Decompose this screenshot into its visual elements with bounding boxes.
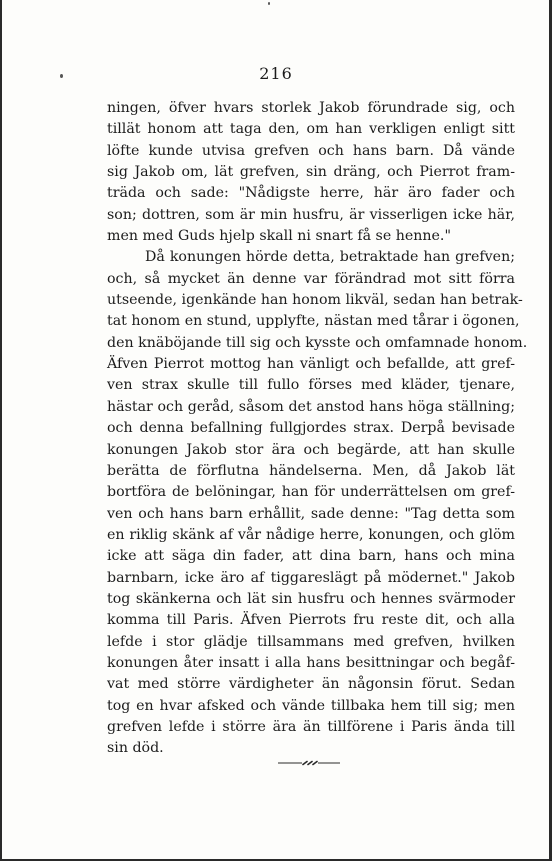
body-text — [107, 98, 528, 760]
text-line: grefven lefde i större ära än tillförene i Paris ända till — [107, 718, 515, 735]
page-edge-left — [0, 0, 2, 861]
text-line: sin död. — [107, 740, 164, 757]
text-line: lefde i stor glädje tillsammans med grefven, hvilken — [107, 633, 515, 650]
text-line: son; dottren, som är min husfru, är visserligen icke här, — [107, 206, 515, 223]
text-line: men med Guds hjelp skall ni snart få se henne." — [107, 228, 451, 245]
text-line: bortföra de belöningar, han för underrättelsen om gref- — [107, 484, 515, 501]
text-line: komma till Paris. Äfven Pierrots fru reste dit, och alla — [107, 612, 515, 629]
text-line: icke att säga din fader, att dina barn, hans och mina — [107, 548, 515, 565]
text-line: hästar och geråd, såsom det anstod hans höga ställning; — [107, 398, 515, 415]
text-line: ven strax skulle till fullo förses med kläder, tjenare, — [107, 377, 515, 394]
text-line: Äfven Pierrot mottog han vänligt och befallde, att gref- — [107, 356, 515, 373]
text-line: och denna befallning fullgjordes strax. Derpå bevisade — [107, 420, 515, 437]
text-line: Då konungen hörde detta, betraktade han grefven; — [145, 249, 515, 266]
text-line: vat med större värdigheter än någonsin förut. Sedan — [107, 676, 515, 693]
text-line: träda och sade: "Nådigste herre, här äro fader och — [107, 185, 515, 202]
text-line: konungen åter insatt i alla hans besittningar och begåf- — [107, 654, 515, 671]
text-line: tog en hvar afsked och vände tillbaka hem till sig; men — [107, 697, 515, 714]
text-line: ningen, öfver hvars storlek Jakob förundrade sig, och — [107, 100, 515, 116]
text-line: utseende, igenkände han honom likväl, sedan han betrak- — [107, 292, 523, 309]
page-number: 216 — [259, 64, 293, 83]
text-line: sig Jakob om, lät grefven, sin dräng, och Pierrot fram- — [107, 164, 515, 181]
text-line: barnbarn, icke äro af tiggareslägt på mödernet." Jakob — [107, 569, 515, 586]
separator-ornament — [278, 760, 340, 766]
text-line: en riklig skänk af vår nådige herre, konungen, och glöm — [107, 526, 515, 543]
text-line: konungen Jakob stor ära och begärde, att han skulle — [107, 441, 515, 458]
text-line: tog skänkerna och lät sin husfru och hennes svärmoder — [107, 590, 515, 607]
text-line: ven och hans barn erhållit, sade denne: "Tag detta som — [107, 505, 515, 522]
text-line: löfte kunde utvisa grefven och hans barn. Då vände — [107, 142, 515, 159]
text-line: den knäböjande till sig och kysste och omfamnade honom. — [107, 334, 528, 351]
text-line: och, så mycket än denne var förändrad mot sitt förra — [107, 270, 515, 287]
text-line: tillät honom att taga den, om han verkligen enligt sitt — [107, 121, 515, 138]
text-line: berätta de förflutna händelserna. Men, då Jakob lät — [107, 462, 515, 479]
print-speck — [268, 2, 270, 5]
text-line: tat honom en stund, upplyfte, nästan med tårar i ögonen, — [107, 313, 520, 330]
